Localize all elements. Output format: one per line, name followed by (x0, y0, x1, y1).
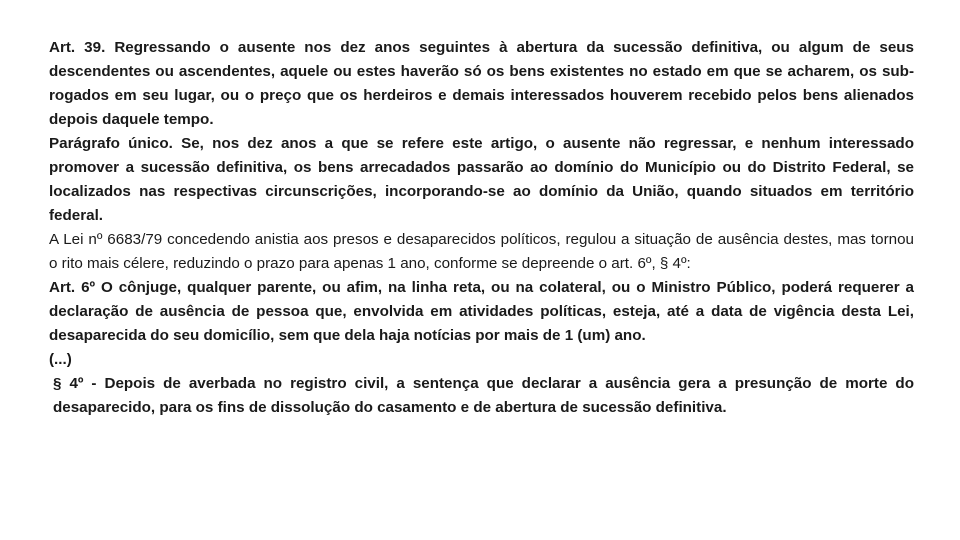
sole-paragraph: Parágrafo único. Se, nos dez anos a que se refere este artigo, o ausente não regressar, e nenhum interessado promover a sucessão definitiva, os bens arrecadados passarão ao domínio do Município ou do Distrito Federal, se localizados nas respectivas circunscrições, incorporando-se ao domínio da União, quando situados em território federal. (49, 135, 914, 224)
legal-text-slide (49, 36, 914, 420)
law-6683-paragraph: A Lei nº 6683/79 concedendo anistia aos presos e desaparecidos políticos, regulou a situação de ausência destes, mas tornou o rito mais célere, reduzindo o prazo para apenas 1 ano, conforme se depreende o art. 6º, § 4º: (49, 231, 914, 272)
ellipsis-marker: (...) (49, 351, 72, 368)
article-6-paragraph: Art. 6º O cônjuge, qualquer parente, ou afim, na linha reta, ou na colateral, ou o Ministro Público, poderá requerer a declaração de ausência de pessoa que, envolvida em atividades políticas, esteja, até a data de vigência desta Lei, desaparecida do seu domicílio, sem que dela haja notícias por mais de 1 (um) ano. (49, 279, 914, 344)
section-4-paragraph: § 4º - Depois de averbada no registro civil, a sentença que declarar a ausência gera a presunção de morte do desaparecido, para os fins de dissolução do casamento e de abertura de sucessão definitiva. (53, 375, 914, 416)
article-39-paragraph: Art. 39. Regressando o ausente nos dez anos seguintes à abertura da sucessão definitiva, ou algum de seus descendentes ou ascendentes, aquele ou estes haverão só os bens existentes no estado em que se acharem, os sub-rogados em seu lugar, ou o preço que os herdeiros e demais interessados houverem recebido pelos bens alienados depois daquele tempo. (49, 39, 914, 128)
